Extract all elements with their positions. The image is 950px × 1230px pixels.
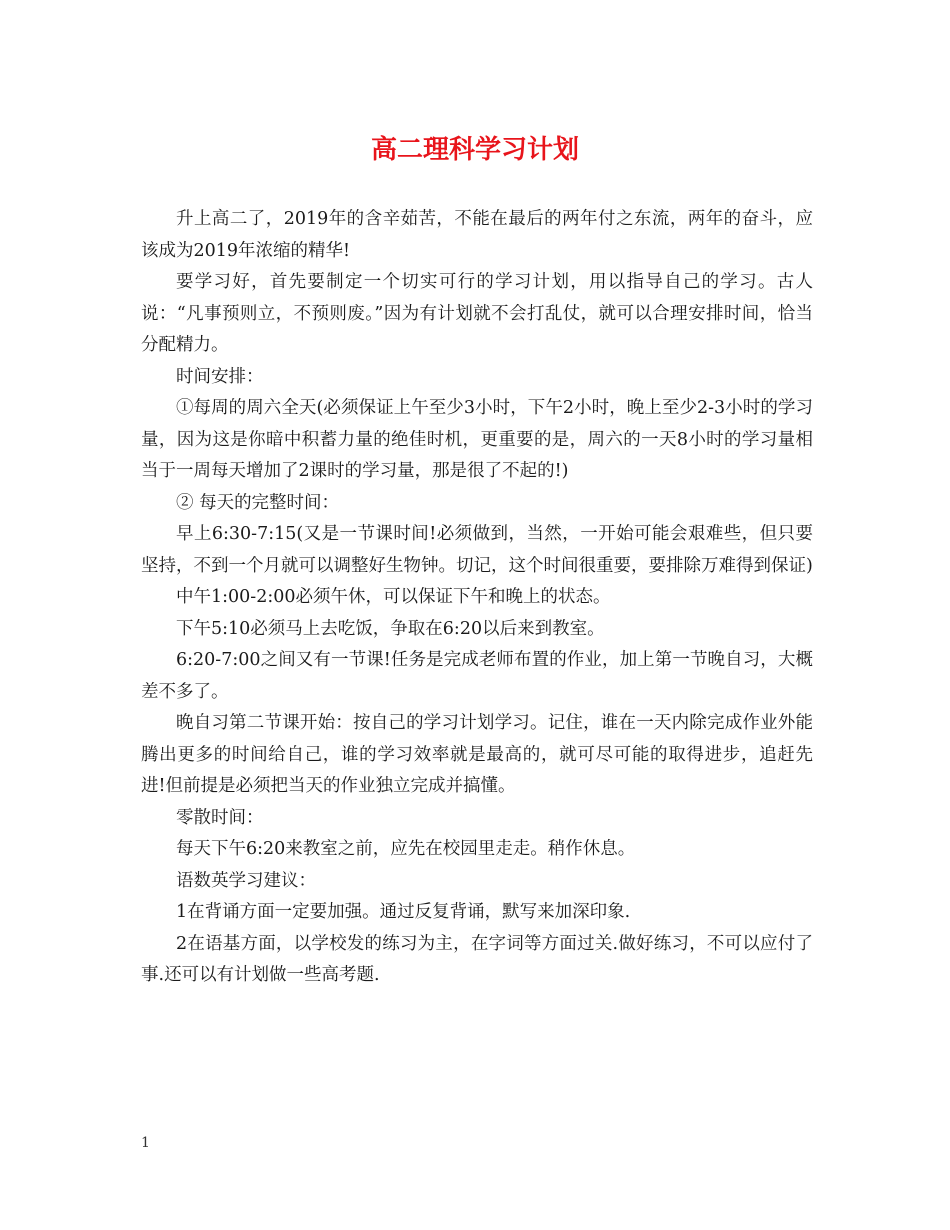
heading-daily-time: ② 每天的完整时间： [176, 492, 340, 513]
paragraph-advice-1: 1在背诵方面一定要加强。通过反复背诵，默写来加深印象. [176, 902, 631, 922]
heading-spare-time: 零散时间： [176, 807, 264, 828]
paragraph-plan-importance: 要学习好，首先要制定一个切实可行的学习计划，用以指导自己的学习。古人说：“凡事预则立，不预则废。”因为有计划就不会打乱仗，就可以合理安排时间，恰当分配精力。 [141, 272, 813, 355]
heading-time-arrangement: 时间安排： [176, 366, 264, 387]
paragraph-intro: 升上高二了，2019年的含辛茹苦，不能在最后的两年付之东流，两年的奋斗，应该成为2019年浓缩的精华! [141, 209, 813, 261]
paragraph-saturday: ①每周的周六全天(必须保证上午至少3小时，下午2小时，晚上至少2-3小时的学习量，因为这是你暗中积蓄力量的绝佳时机，更重要的是，周六的一天8小时的学习量相当于一周每天增加了2课时的学习量，那是很了不起的!) [141, 398, 813, 481]
paragraph-evening: 6:20-7:00之间又有一节课!任务是完成老师布置的作业，加上第一节晚自习，大概差不多了。 [141, 650, 813, 702]
document-title: 高二理科学习计划 [370, 135, 579, 165]
paragraph-noon: 中午1:00-2:00必须午休，可以保证下午和晚上的状态。 [176, 587, 611, 607]
heading-subject-advice: 语数英学习建议： [176, 870, 316, 891]
paragraph-spare-time: 每天下午6:20来教室之前，应先在校园里走走。稍作休息。 [176, 839, 636, 859]
page-number: 1 [141, 1135, 150, 1151]
paragraph-self-study: 晚自习第二节课开始：按自己的学习计划学习。记住，谁在一天内除完成作业外能腾出更多的时间给自己，谁的学习效率就是最高的，就可尽可能的取得进步，追赶先进!但前提是必须把当天的作业独立完成并搞懂。 [141, 713, 813, 796]
paragraph-morning: 早上6:30-7:15(又是一节课时间!必须做到，当然，一开始可能会艰难些，但只要坚持，不到一个月就可以调整好生物钟。切记，这个时间很重要，要排除万难得到保证) [141, 524, 813, 576]
document-body [141, 204, 813, 992]
paragraph-advice-2: 2在语基方面，以学校发的练习为主，在字词等方面过关.做好练习，不可以应付了事.还可以有计划做一些高考题. [141, 933, 813, 985]
paragraph-afternoon: 下午5:10必须马上去吃饭，争取在6:20以后来到教室。 [176, 618, 605, 639]
